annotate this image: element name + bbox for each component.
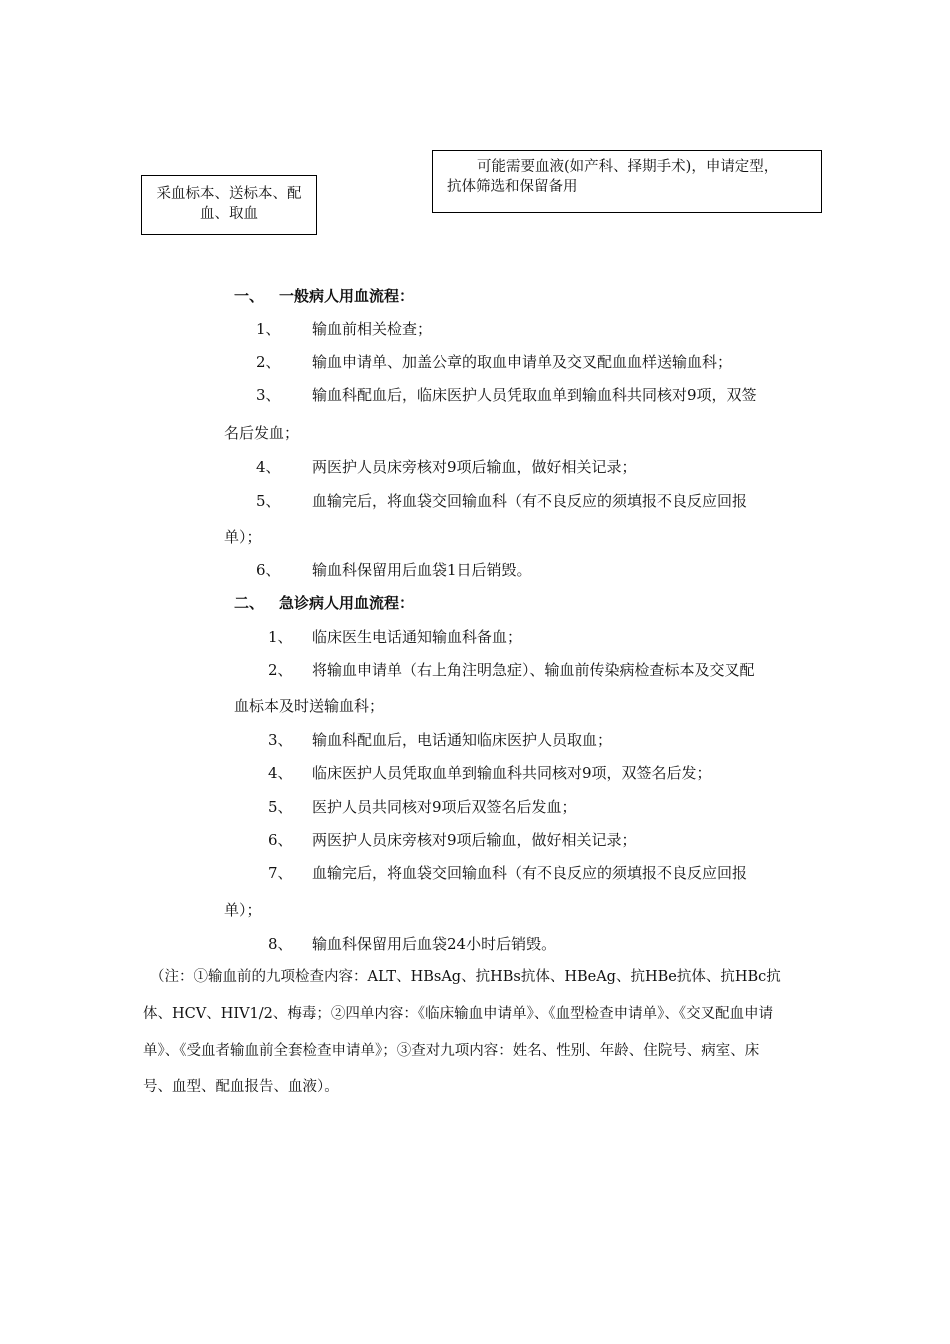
list-item-number: 1、 (256, 320, 281, 338)
flow-box-collect-sample (141, 175, 317, 235)
section1-heading-number: 一、 (234, 287, 265, 305)
list-item-text: 两医护人员床旁核对9项后输血，做好相关记录； (312, 831, 637, 849)
list-item-continuation: 单）； (224, 901, 262, 919)
list-item-number: 2、 (256, 353, 281, 371)
list-item-number: 4、 (256, 458, 281, 476)
list-item-continuation: 血标本及时送输血科； (234, 697, 385, 715)
note-line: 号、血型、配血报告、血液）。 (143, 1079, 339, 1095)
list-item-text: 两医护人员床旁核对9项后输血，做好相关记录； (312, 458, 637, 476)
note-line: （注：①输血前的九项检查内容：ALT、HBsAg、抗HBs抗体、HBeAg、抗HBe抗体、抗HBc抗 (150, 969, 781, 985)
flow-box-line: 血、取血 (200, 206, 258, 222)
list-item-text: 输血科配血后，电话通知临床医护人员取血； (312, 731, 613, 749)
list-item-number: 5、 (256, 492, 281, 510)
list-item-text: 输血申请单、加盖公章的取血申请单及交叉配血血样送输血科； (312, 353, 733, 371)
list-item-text: 血输完后，将血袋交回输血科（有不良反应的须填报不良反应回报 (312, 492, 748, 510)
list-item-text: 输血前相关检查； (312, 320, 433, 338)
list-item-text: 将输血申请单（右上角注明急症）、输血前传染病检查标本及交叉配 (312, 661, 755, 679)
list-item-number: 1、 (268, 628, 293, 646)
list-item-continuation: 单）； (224, 528, 262, 546)
section2-heading-number: 二、 (234, 594, 265, 612)
list-item-number: 3、 (256, 386, 281, 404)
list-item-text: 医护人员共同核对9项后双签名后发血； (312, 798, 577, 816)
note-line: 体、HCV、HIV1/2、梅毒；②四单内容：《临床输血申请单》、《血型检查申请单》、《交叉配血申请 (143, 1006, 774, 1022)
flow-box-blood-needed (432, 150, 822, 213)
flow-box-line: 可能需要血液(如产科、择期手术)，申请定型， (477, 159, 779, 175)
list-item-text: 临床医护人员凭取血单到输血科共同核对9项，双签名后发； (312, 764, 712, 782)
list-item-number: 7、 (268, 864, 293, 882)
list-item-number: 4、 (268, 764, 293, 782)
list-item-number: 5、 (268, 798, 293, 816)
flow-box-line: 采血标本、送标本、配 (156, 186, 302, 202)
list-item-text: 临床医生电话通知输血科备血； (312, 628, 523, 646)
section2-heading: 急诊病人用血流程： (279, 594, 415, 612)
list-item-number: 8、 (268, 935, 293, 953)
list-item-text: 输血科保留用后血袋1日后销毁。 (312, 561, 532, 579)
list-item-number: 3、 (268, 731, 293, 749)
note-line: 单》、《受血者输血前全套检查申请单》；③查对九项内容：姓名、性别、年龄、住院号、病室、床 (143, 1043, 760, 1059)
list-item-text: 输血科保留用后血袋24小时后销毁。 (312, 935, 557, 953)
list-item-number: 6、 (256, 561, 281, 579)
list-item-text: 血输完后，将血袋交回输血科（有不良反应的须填报不良反应回报 (312, 864, 748, 882)
flow-box-line: 抗体筛选和保留备用 (447, 179, 578, 195)
list-item-continuation: 名后发血； (224, 424, 300, 442)
list-item-number: 6、 (268, 831, 293, 849)
list-item-text: 输血科配血后，临床医护人员凭取血单到输血科共同核对9项，双签 (312, 386, 757, 404)
section1-heading: 一般病人用血流程： (279, 287, 415, 305)
list-item-number: 2、 (268, 661, 293, 679)
